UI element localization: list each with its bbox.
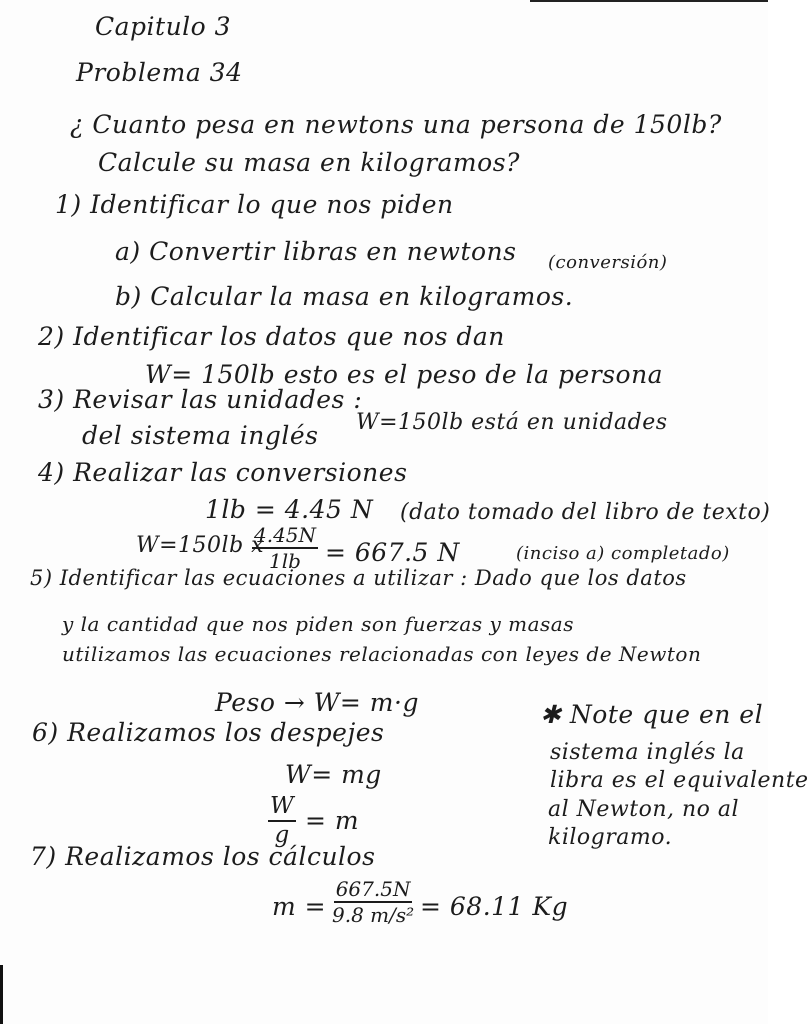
step-5-line-2: y la cantidad que nos piden son fuerzas y masas [62, 612, 574, 636]
step-1-a: a) Convertir libras en newtons [115, 237, 517, 266]
step-4-calc-note: (inciso a) completado) [516, 543, 730, 564]
page-edge-mark [0, 965, 3, 1024]
step-7-fraction [332, 878, 414, 926]
step-2-data: W= 150lb esto es el peso de la persona [145, 360, 664, 389]
step-1-b: b) Calcular la masa en kilogramos. [115, 282, 574, 311]
step-6-equation-2: = m [305, 806, 360, 835]
step-1-a-note: (conversión) [548, 252, 668, 273]
side-note-line-2: sistema inglés la [550, 740, 745, 765]
step-1-title: 1) Identificar lo que nos piden [55, 190, 454, 219]
step-6-equation-1: W= mg [285, 760, 382, 789]
step-5-line-3: utilizamos las ecuaciones relacionadas con leyes de Newton [62, 642, 702, 666]
step-4-equivalence-note: (dato tomado del libro de texto) [400, 500, 771, 525]
step-7-fraction-denominator: 9.8 m/s² [332, 903, 415, 927]
step-4-equivalence: 1lb = 4.45 N [205, 495, 374, 524]
step-5-line-1: 5) Identificar las ecuaciones a utilizar : Dado que los datos [30, 566, 687, 590]
step-3-line-1b: W=150lb está en unidades [356, 410, 668, 435]
step-4-fraction [252, 524, 318, 572]
step-6-fraction-denominator: g [274, 822, 290, 849]
side-note-line-5: kilogramo. [548, 825, 673, 850]
step-5-weight-equation: Peso → W= m·g [215, 688, 419, 717]
step-7-result: = 68.11 Kg [420, 892, 569, 921]
side-note-line-3: libra es el equivalente [550, 768, 809, 793]
step-4-fraction-numerator: 4.45N [254, 523, 317, 547]
question-line-1: ¿ Cuanto pesa en newtons una persona de 150lb? [70, 110, 722, 139]
chapter-title: Capitulo 3 [95, 12, 232, 41]
step-4-calc-left: W=150lb x [136, 533, 265, 558]
step-3-line-1a: 3) Revisar las unidades : [38, 385, 363, 414]
step-4-title: 4) Realizar las conversiones [38, 458, 408, 487]
step-6-fraction-numerator: W [268, 794, 296, 822]
side-note-line-1: ✱ Note que en el [540, 700, 764, 729]
side-note-line-4: al Newton, no al [548, 797, 740, 822]
question-line-2: Calcule su masa en kilogramos? [98, 148, 520, 177]
step-6-fraction [268, 794, 296, 849]
step-3-line-2: del sistema inglés [82, 421, 319, 450]
problem-title: Problema 34 [76, 58, 243, 87]
page-edge-line [530, 0, 768, 2]
step-6-title: 6) Realizamos los despejes [32, 718, 385, 747]
step-2-title: 2) Identificar los datos que nos dan [38, 322, 505, 351]
step-7-fraction-numerator: 667.5N [335, 877, 411, 901]
step-7-title: 7) Realizamos los cálculos [30, 842, 376, 871]
step-4-fraction-denominator: 1lb [269, 549, 301, 573]
step-7-left: m = [272, 892, 327, 921]
step-4-calc-result: = 667.5 N [325, 538, 460, 567]
